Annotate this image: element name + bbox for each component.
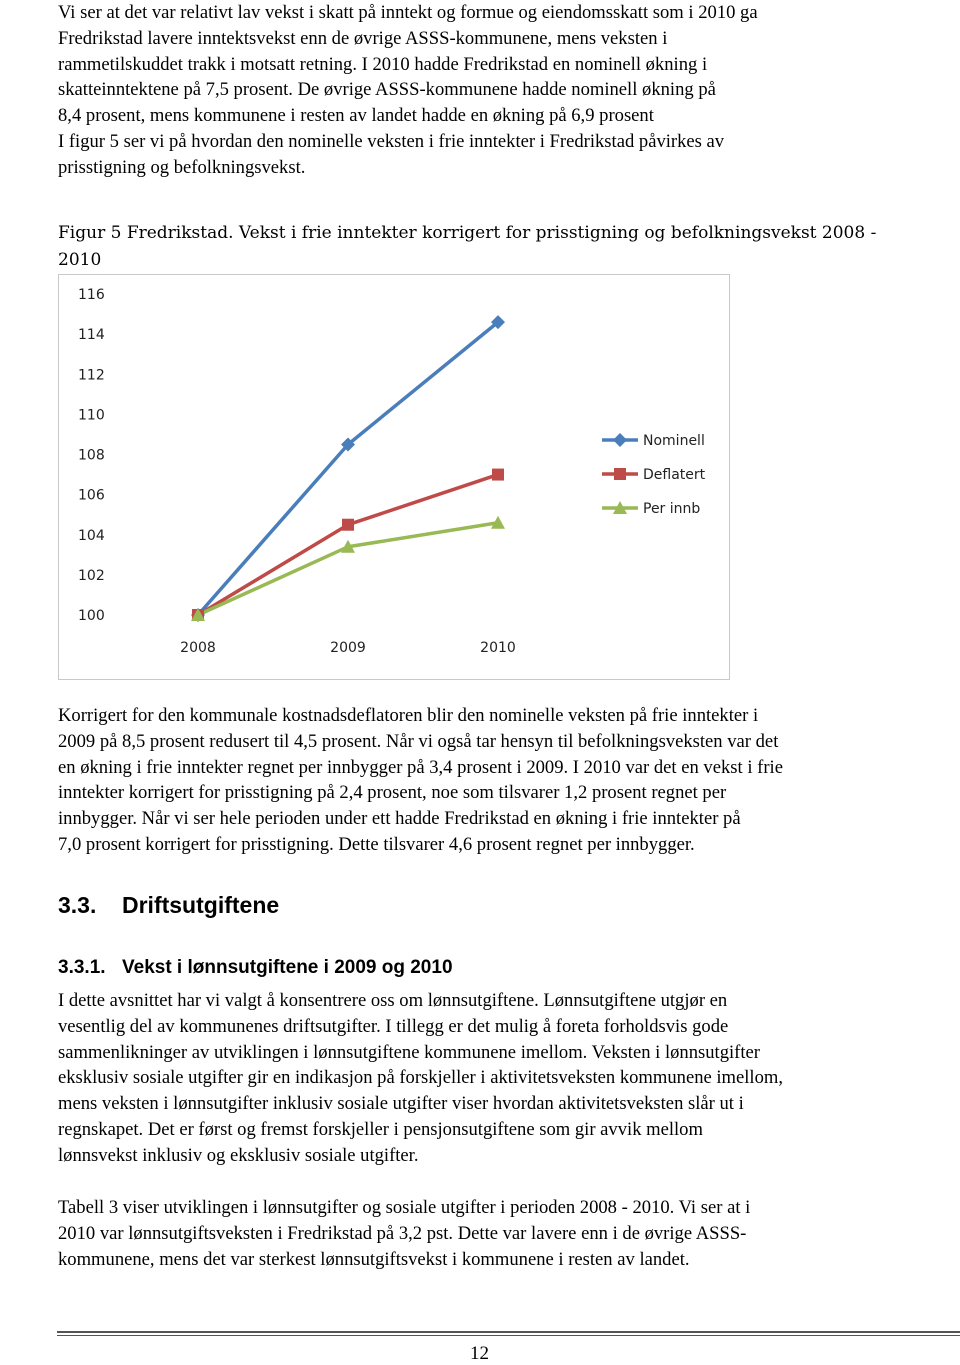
- y-tick-label: 114: [78, 327, 105, 344]
- figure-caption: [58, 220, 948, 274]
- subsection-number: 3.3.1.: [58, 957, 106, 978]
- caption-line: Figur 5 Fredrikstad. Vekst i frie inntekter korrigert for prisstigning og befolkningsvekst 2008 -: [58, 223, 877, 243]
- body-line: Korrigert for den kommunale kostnadsdeflatoren blir den nominelle veksten på frie inntekter i: [58, 705, 759, 726]
- footer-divider: [57, 1335, 960, 1336]
- body-line: sammenlikninger av utviklingen i lønnsutgiftene kommunene imellom. Veksten i lønnsutgifter: [58, 1041, 760, 1063]
- y-tick-label: 104: [78, 527, 105, 544]
- y-tick-label: 112: [78, 367, 105, 384]
- body-line: 2010 var lønnsutgiftsveksten i Fredrikstad på 3,2 pst. Dette var lavere enn i de øvrige ASSS-: [58, 1222, 747, 1244]
- subsection-heading: [58, 957, 453, 979]
- line-chart: [58, 274, 730, 680]
- y-tick-label: 110: [78, 407, 105, 424]
- body-line: kommunene, mens det var sterkest lønnsutgiftsvekst i kommunene i resten av landet.: [58, 1248, 690, 1270]
- intro-line: 8,4 prosent, mens kommunene i resten av landet hadde en økning på 6,9 prosent: [58, 105, 654, 127]
- intro-line: Fredrikstad lavere inntektsvekst enn de øvrige ASSS-kommunene, mens veksten i: [58, 27, 668, 49]
- data-point-deflatert: [492, 469, 504, 481]
- y-tick-label: 100: [78, 608, 105, 624]
- intro-paragraph: [58, 0, 938, 181]
- body-line: Tabell 3 viser utviklingen i lønnsutgifter og sosiale utgifter i perioden 2008 - 2010. Vi ser at i: [58, 1197, 751, 1218]
- intro-line: I figur 5 ser vi på hvordan den nominelle veksten i frie inntekter i Fredrikstad påvirkes av: [58, 130, 725, 152]
- intro-line: Vi ser at det var relativt lav vekst i skatt på inntekt og formue og eiendomsskatt som i 2010 ga: [58, 2, 758, 23]
- legend-label-deflatert: Deflatert: [643, 467, 706, 483]
- y-tick-label: 108: [78, 447, 105, 464]
- body-paragraph-2: [58, 1195, 938, 1272]
- section-title: Driftsutgiftene: [122, 892, 280, 918]
- intro-line: rammetilskuddet trakk i motsatt retning. I 2010 hadde Fredrikstad en nominell økning i: [58, 53, 708, 75]
- body-line: lønnsvekst inklusiv og eksklusiv sosiale utgifter.: [58, 1144, 419, 1166]
- legend-label-per-innb: Per innb: [643, 501, 701, 517]
- legend-label-nominell: Nominell: [643, 433, 705, 449]
- x-tick-label: 2008: [180, 640, 216, 656]
- body-line: regnskapet. Det er først og fremst forskjeller i pensjonsutgiftene som gir avvik mellom: [58, 1118, 703, 1140]
- body-line: innbygger. Når vi ser hele perioden under ett hadde Fredrikstad en økning i frie inntekter på: [58, 808, 741, 830]
- body-line: en økning i frie inntekter regnet per innbygger på 3,4 prosent i 2009. I 2010 var det en vekst i frie: [58, 756, 783, 778]
- intro-line: skatteinntektene på 7,5 prosent. De øvrige ASSS-kommunene hadde nominell økning på: [58, 79, 716, 101]
- body-line: I dette avsnittet har vi valgt å konsentrere oss om lønnsutgiftene. Lønnsutgiftene utgjør en: [58, 990, 728, 1011]
- x-tick-label: 2009: [330, 640, 366, 656]
- body-line: 7,0 prosent korrigert for prisstigning. Dette tilsvarer 4,6 prosent regnet per innbygger.: [58, 833, 695, 855]
- page-number: 12: [470, 1343, 489, 1364]
- section-number: 3.3.: [58, 892, 97, 918]
- legend-marker-deflatert: [614, 468, 626, 480]
- y-tick-label: 116: [78, 287, 105, 303]
- body-paragraph-1: [58, 988, 938, 1169]
- body-line: inntekter korrigert for prisstigning på 2,4 prosent, noe som tilsvarer 1,2 prosent regnet per: [58, 782, 727, 804]
- chart-frame: [59, 275, 730, 680]
- body-line: vesentlig del av kommunenes driftsutgifter. I tillegg er det mulig å foreta forholdsvis gode: [58, 1015, 729, 1037]
- body-line: mens veksten i lønnsutgifter inklusiv sosiale utgifter viser hvordan aktivitetsveksten slår ut i: [58, 1093, 744, 1115]
- y-tick-label: 102: [78, 567, 105, 584]
- caption-line: 2010: [58, 250, 102, 270]
- data-point-deflatert: [342, 519, 354, 531]
- y-axis: [78, 287, 105, 624]
- subsection-title: Vekst i lønnsutgiftene i 2009 og 2010: [122, 957, 453, 978]
- section-heading: [58, 892, 279, 919]
- intro-line: prisstigning og befolkningsvekst.: [58, 156, 306, 178]
- body-line: eksklusiv sosiale utgifter gir en indikasjon på forskjeller i aktivitetsveksten kommunene imellom,: [58, 1067, 784, 1089]
- after-chart-paragraph: [58, 703, 938, 858]
- x-tick-label: 2010: [480, 640, 516, 656]
- body-line: 2009 på 8,5 prosent redusert til 4,5 prosent. Når vi også tar hensyn til befolkningsveksten var det: [58, 730, 779, 752]
- footer-divider: [57, 1331, 960, 1333]
- y-tick-label: 106: [78, 487, 105, 504]
